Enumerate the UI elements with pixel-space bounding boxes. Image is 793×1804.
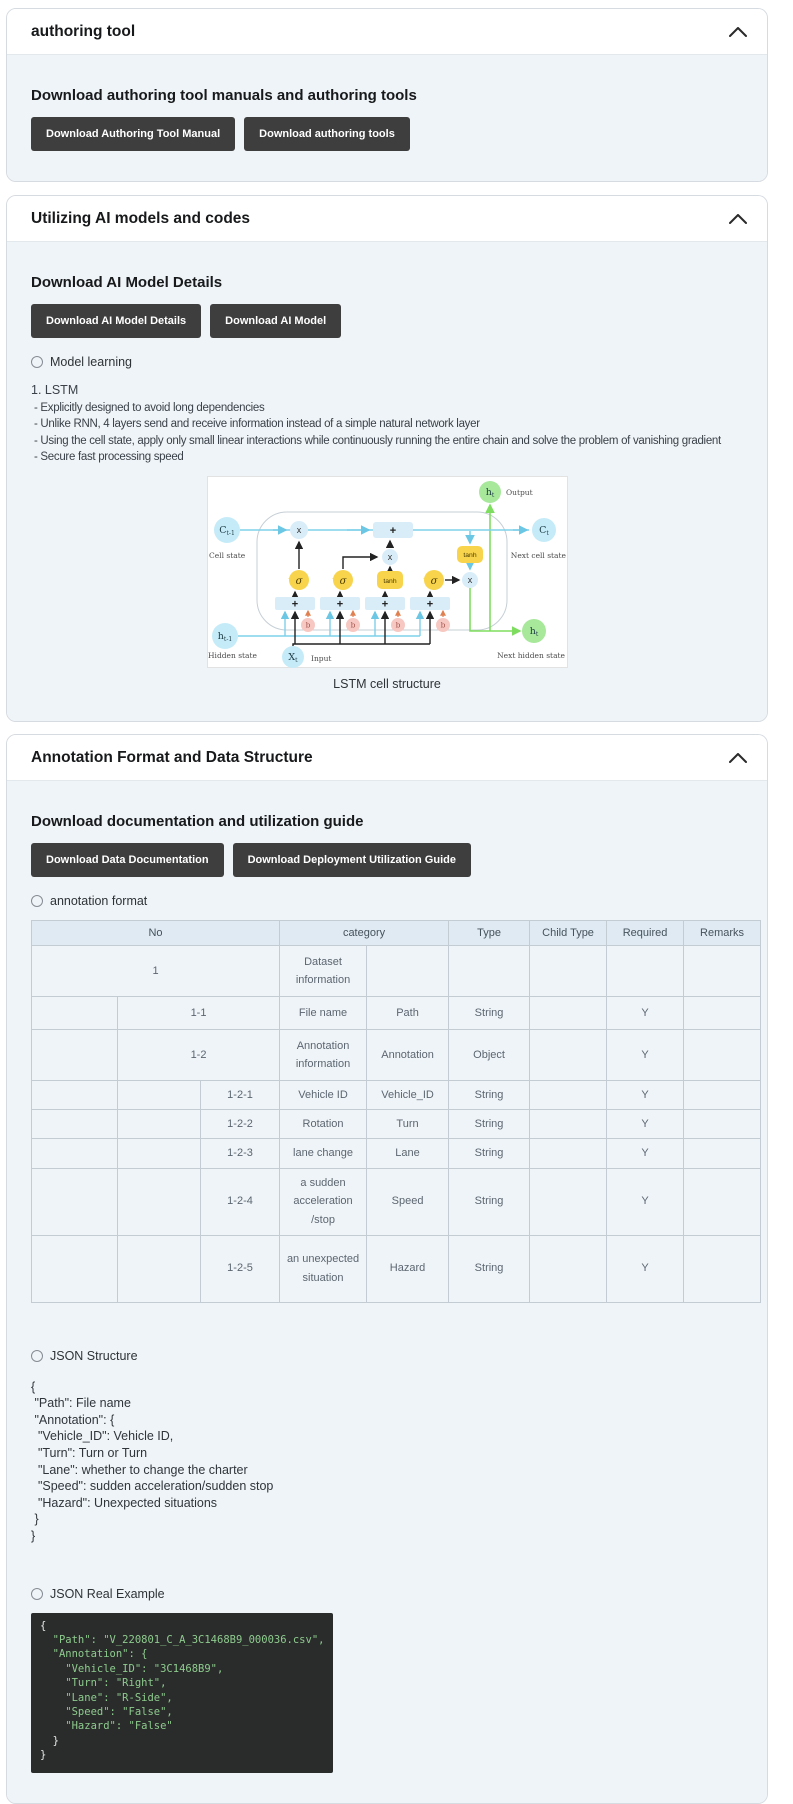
button-row [31, 117, 743, 151]
button-row [31, 843, 743, 877]
table-row: 1-2-3 lane change Lane String Y [32, 1139, 761, 1168]
json-line: "Annotation": { [31, 1412, 115, 1427]
code-line: "Path": "V_220801_C_A_3C1468B9_000036.csv", [40, 1633, 325, 1646]
figure-caption: LSTM cell structure [333, 677, 441, 691]
json-structure-block [31, 1379, 743, 1545]
section-title: Annotation Format and Data Structure [31, 748, 313, 766]
col-header-category: category [280, 921, 449, 946]
table-row: 1-2-2 Rotation Turn String Y [32, 1110, 761, 1139]
lstm-diagram-image [207, 476, 568, 668]
code-line: } [40, 1734, 59, 1747]
model-learning-bullet [31, 355, 743, 369]
body-heading: Download documentation and utilization guide [31, 813, 364, 830]
hidden-state-label: Hidden state [207, 651, 257, 660]
download-authoring-tools-button[interactable]: Download authoring tools [244, 117, 410, 151]
table-row: 1-2-4 a sudden acceleration /stop Speed String Y [32, 1168, 761, 1235]
lstm-diagram-figure [207, 476, 568, 691]
cell-state-label: Cell state [208, 551, 245, 560]
col-header-no: No [32, 921, 280, 946]
tanh-label: tanh [462, 552, 477, 559]
chevron-up-icon[interactable] [729, 214, 747, 224]
download-authoring-tool-manual-button[interactable]: Download Authoring Tool Manual [31, 117, 235, 151]
annotation-format-bullet [31, 894, 743, 908]
download-deployment-utilization-guide-button[interactable]: Download Deployment Utilization Guide [233, 843, 471, 877]
json-line: "Speed": sudden acceleration/sudden stop [31, 1479, 274, 1494]
next-hidden-state-label: Next hidden state [496, 651, 565, 660]
table-row: 1-2-5 an unexpected situation Hazard String Y [32, 1235, 761, 1302]
download-data-documentation-button[interactable]: Download Data Documentation [31, 843, 224, 877]
accordion-header-annotation-format[interactable] [7, 735, 767, 781]
bullet-label: JSON Real Example [50, 1586, 165, 1601]
multiply-symbol: x [467, 575, 472, 585]
radio-circle-icon [31, 1588, 43, 1600]
sigma-label: σ [430, 576, 437, 587]
tanh-label: tanh [382, 578, 397, 585]
radio-circle-icon [31, 1350, 43, 1362]
section-card-annotation-format [6, 734, 768, 1804]
svg-text:Ct: $C_t$ [538, 525, 549, 537]
multiply-symbol: x [387, 552, 392, 562]
table-row: 1 Dataset information [32, 946, 761, 997]
accordion-header-ai-models[interactable] [7, 196, 767, 242]
lstm-point: - Explicitly designed to avoid long dependencies [34, 401, 265, 414]
svg-text:+: + [426, 598, 433, 611]
sigma-label: σ [295, 576, 302, 587]
svg-text:ht: $h_t$ [485, 487, 494, 499]
svg-text:b: b [440, 620, 445, 630]
output-label: Output [505, 488, 533, 497]
json-line: "Vehicle_ID": Vehicle ID, [31, 1429, 174, 1444]
json-example-code-block [31, 1613, 333, 1773]
json-line: "Lane": whether to change the charter [31, 1462, 248, 1477]
svg-text:+: + [336, 598, 343, 611]
table-row: 1-1 File name Path String Y [32, 997, 761, 1030]
json-line: "Turn": Turn or Turn [31, 1445, 148, 1460]
input-label: Input [310, 654, 331, 663]
chevron-up-icon[interactable] [729, 753, 747, 763]
lstm-point: - Secure fast processing speed [34, 451, 184, 463]
col-header-remarks: Remarks [684, 921, 761, 946]
body-heading: Download authoring tool manuals and authoring tools [31, 87, 417, 104]
col-header-child-type: Child Type [530, 921, 607, 946]
json-line: "Path": File name [31, 1396, 131, 1411]
json-line: { [31, 1379, 36, 1394]
bullet-label: Model learning [50, 355, 132, 369]
svg-text:ht: $h_t$ [529, 626, 538, 638]
lstm-point: - Using the cell state, apply only small linear interactions while continuously running the entire chain and solve the problem of vanishing gradient [34, 434, 721, 447]
annotation-format-table [31, 920, 761, 1303]
button-row [31, 304, 743, 338]
svg-text:b: b [305, 620, 310, 630]
json-structure-bullet [31, 1349, 743, 1363]
lstm-list-title: 1. LSTM [31, 383, 79, 397]
download-ai-model-details-button[interactable]: Download AI Model Details [31, 304, 201, 338]
tanh-gate [377, 571, 403, 589]
section-card-authoring-tool [6, 8, 768, 182]
code-line: "Vehicle_ID": "3C1468B9", [40, 1662, 224, 1675]
code-line: "Hazard": "False" [40, 1720, 173, 1733]
table-row: 1-2-1 Vehicle ID Vehicle_ID String Y [32, 1081, 761, 1110]
col-header-required: Required [607, 921, 684, 946]
svg-text:b: b [350, 620, 355, 630]
json-line: } [31, 1512, 39, 1527]
table-header-row [32, 921, 761, 946]
svg-text:+: + [291, 598, 298, 611]
code-line: "Turn": "Right", [40, 1677, 167, 1690]
code-line: "Speed": "False", [40, 1705, 173, 1718]
lstm-point: - Unlike RNN, 4 layers send and receive information instead of a simple natural network layer [34, 418, 480, 430]
section-title: authoring tool [31, 22, 136, 40]
json-line: } [31, 1528, 36, 1543]
json-real-example-bullet [31, 1587, 743, 1601]
svg-text:Xt: $X_t$ [287, 652, 298, 664]
radio-circle-icon [31, 356, 43, 368]
radio-circle-icon [31, 895, 43, 907]
svg-text:b: b [395, 620, 400, 630]
section-body [7, 242, 767, 721]
col-header-type: Type [449, 921, 530, 946]
code-line: } [40, 1749, 47, 1762]
download-ai-model-button[interactable]: Download AI Model [210, 304, 341, 338]
add-symbol: + [389, 525, 396, 537]
svg-text:ht-1: $h_{t-1}$ [217, 631, 232, 643]
code-line: "Lane": "R-Side", [40, 1691, 173, 1704]
multiply-symbol: x [296, 525, 301, 535]
section-body [7, 781, 767, 1803]
sigma-label: σ [339, 576, 346, 587]
chevron-up-icon[interactable] [729, 27, 747, 37]
bullet-label: annotation format [50, 894, 148, 908]
section-card-ai-models [6, 195, 768, 722]
section-body [7, 55, 767, 181]
table-row: 1-2 Annotation information Annotation Object Y [32, 1030, 761, 1081]
svg-text:+: + [381, 598, 388, 611]
json-line: "Hazard": Unexpected situations [31, 1495, 218, 1510]
bullet-label: JSON Structure [50, 1348, 138, 1363]
code-line: "Annotation": { [40, 1648, 148, 1661]
body-heading: Download AI Model Details [31, 274, 223, 291]
svg-text:Ct-1: $C_{t-1}$ [218, 525, 235, 537]
accordion-header-authoring-tool[interactable] [7, 9, 767, 55]
code-line: { [40, 1619, 47, 1632]
section-title: Utilizing AI models and codes [31, 209, 251, 227]
next-cell-state-label: Next cell state [510, 551, 566, 560]
